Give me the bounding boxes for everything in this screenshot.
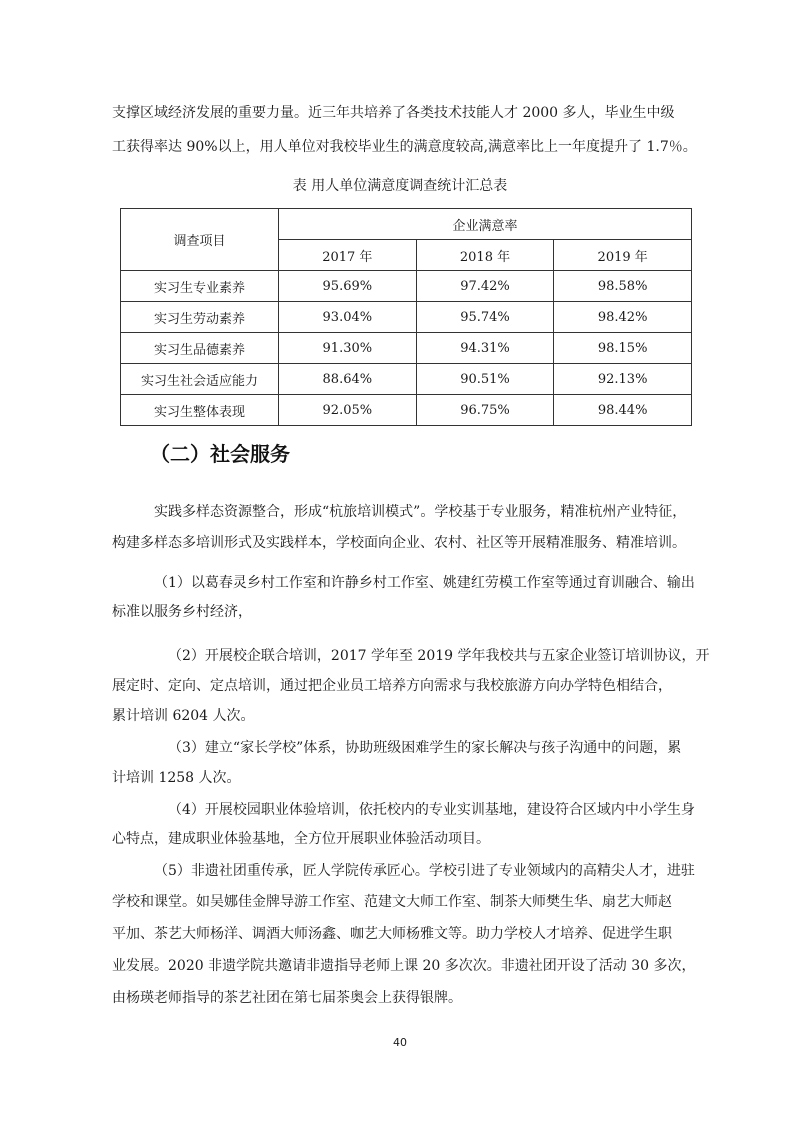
table-cell: 88.64% bbox=[279, 364, 417, 395]
table-row bbox=[121, 302, 692, 333]
satisfaction-table bbox=[120, 208, 692, 426]
table-cell: 91.30% bbox=[279, 333, 417, 364]
paragraph-line: 构建多样态多培训形式及实践样本，学校面向企业、农村、社区等开展精准服务、精准培训。 bbox=[112, 535, 686, 551]
paragraph-line: 由杨瑛老师指导的茶艺社团在第七届茶奥会上获得银牌。 bbox=[112, 990, 462, 1006]
header-year: 2017 年 bbox=[279, 240, 417, 271]
paragraph-line: 实践多样态资源整合，形成“杭旅培训模式”。学校基于专业服务，精准杭州产业特征， bbox=[154, 504, 687, 520]
header-survey-item: 调查项目 bbox=[121, 209, 279, 271]
section-heading: （二）社会服务 bbox=[150, 442, 290, 466]
table-row bbox=[121, 333, 692, 364]
row-label: 实习生社会适应能力 bbox=[121, 364, 279, 395]
table-cell: 98.44% bbox=[554, 395, 692, 426]
table-row bbox=[121, 395, 692, 426]
header-year: 2018 年 bbox=[416, 240, 554, 271]
paragraph-line: 累计培训 6204 人次。 bbox=[112, 708, 255, 724]
paragraph-line: 业发展。2020 非遗学院共邀请非遗指导老师上课 20 多次次。非遗社团开设了活动 30 多次， bbox=[112, 958, 696, 974]
table-cell: 95.69% bbox=[279, 271, 417, 302]
paragraph-line: 学校和课堂。如吴娜佳金牌导游工作室、范建文大师工作室、制茶大师樊生华、扇艺大师赵 bbox=[112, 894, 672, 910]
table-row bbox=[121, 364, 692, 395]
intro-line-1: 支撑区域经济发展的重要力量。近三年共培养了各类技术技能人才 2000 多人，毕业生中级 bbox=[112, 105, 675, 121]
paragraph-line: （1）以葛春灵乡村工作室和许静乡村工作室、姚建红劳模工作室等通过育训融合、输出 bbox=[154, 575, 695, 591]
paragraph-line: 展定时、定向、定点培训，通过把企业员工培养方向需求与我校旅游方向办学特色相结合， bbox=[112, 678, 672, 694]
paragraph-line: 平加、茶艺大师杨洋、调酒大师汤鑫、咖艺大师杨雅文等。助力学校人才培养、促进学生职 bbox=[112, 926, 672, 942]
table-cell: 96.75% bbox=[416, 395, 554, 426]
table-row bbox=[121, 271, 692, 302]
row-label: 实习生劳动素养 bbox=[121, 302, 279, 333]
intro-line-2: 工获得率达 90%以上，用人单位对我校毕业生的满意度较高,满意率比上一年度提升了 1.7％。 bbox=[112, 139, 697, 155]
row-label: 实习生品德素养 bbox=[121, 333, 279, 364]
paragraph-line: 计培训 1258 人次。 bbox=[112, 770, 241, 786]
table-cell: 95.74% bbox=[416, 302, 554, 333]
row-label: 实习生专业素养 bbox=[121, 271, 279, 302]
table-cell: 98.15% bbox=[554, 333, 692, 364]
table-cell: 92.13% bbox=[554, 364, 692, 395]
table-caption: 表 用人单位满意度调查统计汇总表 bbox=[292, 178, 508, 194]
header-year: 2019 年 bbox=[554, 240, 692, 271]
table-cell: 97.42% bbox=[416, 271, 554, 302]
paragraph-line: （4）开展校园职业体验培训，依托校内的专业实训基地，建设符合区域内中小学生身 bbox=[168, 802, 695, 818]
paragraph-line: 心特点，建成职业体验基地，全方位开展职业体验活动项目。 bbox=[112, 831, 490, 847]
table-cell: 94.31% bbox=[416, 333, 554, 364]
paragraph-line: （3）建立“家长学校”体系，协助班级困难学生的家长解决与孩子沟通中的问题，累 bbox=[168, 740, 682, 756]
table-cell: 98.42% bbox=[554, 302, 692, 333]
table-cell: 93.04% bbox=[279, 302, 417, 333]
table-cell: 92.05% bbox=[279, 395, 417, 426]
row-label: 实习生整体表现 bbox=[121, 395, 279, 426]
paragraph-line: （2）开展校企联合培训，2017 学年至 2019 学年我校共与五家企业签订培训协议，开 bbox=[168, 648, 710, 664]
page-number: 40 bbox=[393, 1036, 407, 1049]
paragraph-line: （5）非遗社团重传承，匠人学院传承匠心。学校引进了专业领域内的高精尖人才，进驻 bbox=[154, 863, 695, 879]
paragraph-line: 标准以服务乡村经济， bbox=[112, 604, 252, 620]
header-enterprise-satisfaction: 企业满意率 bbox=[279, 209, 692, 240]
table-cell: 98.58% bbox=[554, 271, 692, 302]
table-cell: 90.51% bbox=[416, 364, 554, 395]
